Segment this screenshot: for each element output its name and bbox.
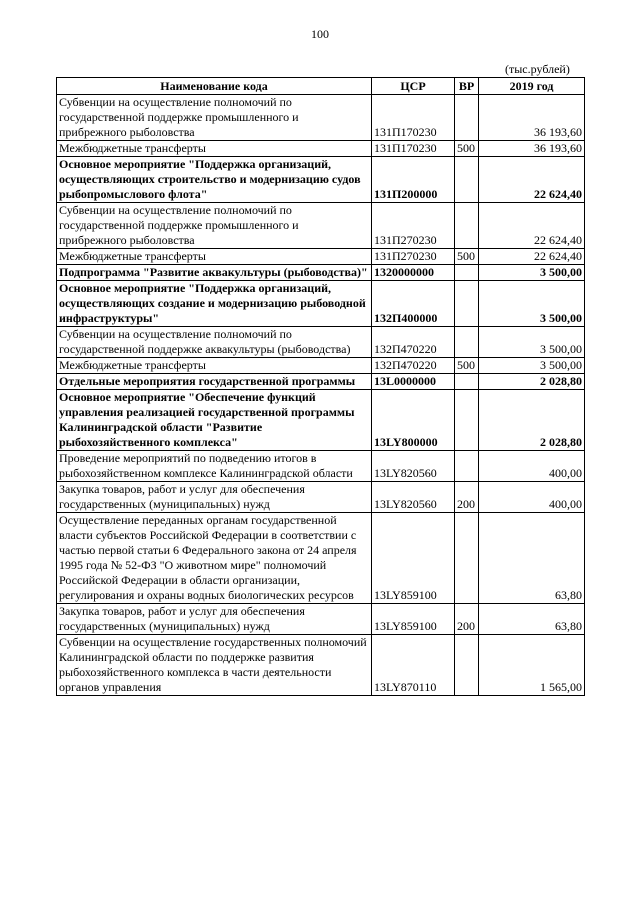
cell-csr: 132П470220 xyxy=(372,327,455,358)
table-row xyxy=(57,141,585,157)
table-row xyxy=(57,203,585,249)
table-row xyxy=(57,358,585,374)
cell-name: Межбюджетные трансферты xyxy=(57,358,372,374)
cell-vr: 200 xyxy=(455,604,479,635)
table-row xyxy=(57,604,585,635)
cell-name: Основное мероприятие "Обеспечение функций управления реализацией государственной программы Калининградской области "Развитие рыбохозяйственного комплекса" xyxy=(57,390,372,451)
cell-csr: 13LY859100 xyxy=(372,513,455,604)
page-number: 100 xyxy=(311,27,329,41)
cell-vr xyxy=(455,157,479,203)
cell-name: Субвенции на осуществление полномочий по государственной поддержке промышленного и прибрежного рыболовства xyxy=(57,203,372,249)
cell-name: Закупка товаров, работ и услуг для обеспечения государственных (муниципальных) нужд xyxy=(57,482,372,513)
header-name: Наименование кода xyxy=(57,78,372,95)
budget-table xyxy=(56,77,585,696)
cell-csr: 13LY820560 xyxy=(372,451,455,482)
cell-name: Межбюджетные трансферты xyxy=(57,249,372,265)
cell-csr: 13LY859100 xyxy=(372,604,455,635)
table-row xyxy=(57,265,585,281)
cell-name: Межбюджетные трансферты xyxy=(57,141,372,157)
table-row xyxy=(57,157,585,203)
cell-name: Проведение мероприятий по подведению итогов в рыбохозяйственном комплексе Калининградской области xyxy=(57,451,372,482)
cell-sum: 36 193,60 xyxy=(479,141,585,157)
cell-sum: 2 028,80 xyxy=(479,390,585,451)
table-row xyxy=(57,95,585,141)
cell-sum: 400,00 xyxy=(479,451,585,482)
table-row xyxy=(57,482,585,513)
cell-vr xyxy=(455,513,479,604)
cell-sum: 63,80 xyxy=(479,604,585,635)
cell-csr: 131П200000 xyxy=(372,157,455,203)
cell-name: Субвенции на осуществление полномочий по государственной поддержке промышленного и прибрежного рыболовства xyxy=(57,95,372,141)
cell-name: Отдельные мероприятия государственной программы xyxy=(57,374,372,390)
cell-vr xyxy=(455,635,479,696)
cell-csr: 131П270230 xyxy=(372,249,455,265)
cell-sum: 3 500,00 xyxy=(479,327,585,358)
cell-vr xyxy=(455,203,479,249)
cell-csr: 13LY820560 xyxy=(372,482,455,513)
unit-label: (тыс.рублей) xyxy=(505,62,570,76)
cell-name: Осуществление переданных органам государственной власти субъектов Российской Федерации в соответствии с частью первой статьи 6 Федерального закона от 24 апреля 1995 года № 52-ФЗ "О животном мире" полномочий Российской Федерации в области организации, регулирования и охраны водных биологических ресурсов xyxy=(57,513,372,604)
cell-name: Подпрограмма "Развитие аквакультуры (рыбоводства)" xyxy=(57,265,372,281)
cell-sum: 3 500,00 xyxy=(479,265,585,281)
table-row xyxy=(57,327,585,358)
cell-vr xyxy=(455,95,479,141)
table-row xyxy=(57,374,585,390)
header-sum: 2019 год xyxy=(479,78,585,95)
cell-vr: 200 xyxy=(455,482,479,513)
cell-vr: 500 xyxy=(455,358,479,374)
cell-csr: 131П270230 xyxy=(372,203,455,249)
cell-sum: 63,80 xyxy=(479,513,585,604)
cell-sum: 3 500,00 xyxy=(479,281,585,327)
cell-csr: 131П170230 xyxy=(372,141,455,157)
cell-sum: 400,00 xyxy=(479,482,585,513)
table-row xyxy=(57,451,585,482)
cell-name: Субвенции на осуществление государственных полномочий Калининградской области по поддержке развития рыбохозяйственного комплекса в части деятельности органов управления xyxy=(57,635,372,696)
cell-vr xyxy=(455,265,479,281)
table-row xyxy=(57,249,585,265)
cell-name: Закупка товаров, работ и услуг для обеспечения государственных (муниципальных) нужд xyxy=(57,604,372,635)
table-header-row xyxy=(57,78,585,95)
cell-csr: 132П470220 xyxy=(372,358,455,374)
table-body xyxy=(57,95,585,696)
cell-sum: 36 193,60 xyxy=(479,95,585,141)
table-row xyxy=(57,281,585,327)
cell-vr xyxy=(455,374,479,390)
table-row xyxy=(57,513,585,604)
cell-csr: 13L0000000 xyxy=(372,374,455,390)
cell-vr: 500 xyxy=(455,249,479,265)
cell-csr: 13LY870110 xyxy=(372,635,455,696)
cell-name: Субвенции на осуществление полномочий по государственной поддержке аквакультуры (рыбоводства) xyxy=(57,327,372,358)
header-csr: ЦСР xyxy=(372,78,455,95)
cell-vr xyxy=(455,451,479,482)
cell-sum: 22 624,40 xyxy=(479,249,585,265)
cell-vr xyxy=(455,327,479,358)
cell-csr: 13LY800000 xyxy=(372,390,455,451)
cell-sum: 22 624,40 xyxy=(479,157,585,203)
cell-vr: 500 xyxy=(455,141,479,157)
cell-vr xyxy=(455,390,479,451)
cell-sum: 3 500,00 xyxy=(479,358,585,374)
cell-sum: 2 028,80 xyxy=(479,374,585,390)
cell-name: Основное мероприятие "Поддержка организаций, осуществляющих строительство и модернизацию судов рыбопромыслового флота" xyxy=(57,157,372,203)
cell-name: Основное мероприятие "Поддержка организаций, осуществляющих создание и модернизацию рыбоводной инфраструктуры" xyxy=(57,281,372,327)
cell-csr: 1320000000 xyxy=(372,265,455,281)
table-row xyxy=(57,390,585,451)
cell-sum: 22 624,40 xyxy=(479,203,585,249)
cell-sum: 1 565,00 xyxy=(479,635,585,696)
header-vr: ВР xyxy=(455,78,479,95)
table-row xyxy=(57,635,585,696)
cell-vr xyxy=(455,281,479,327)
cell-csr: 132П400000 xyxy=(372,281,455,327)
cell-csr: 131П170230 xyxy=(372,95,455,141)
